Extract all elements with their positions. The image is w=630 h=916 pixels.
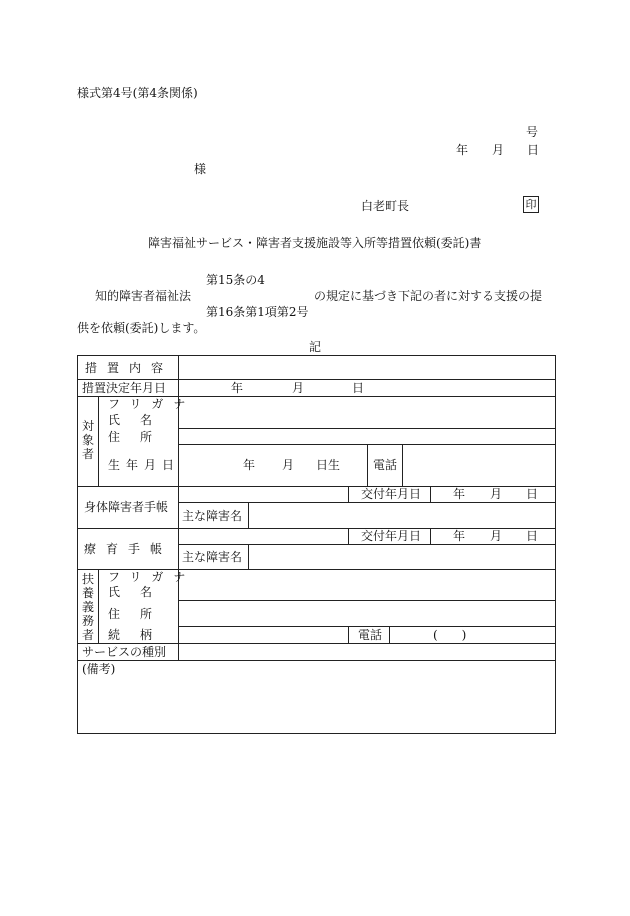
- physical-handbook-label: 身体障害者手帳: [84, 500, 169, 514]
- decision-month: 月: [292, 381, 305, 395]
- physical-grant-year: 年: [453, 487, 466, 501]
- ryoiku-main-disability-label: 主な障害名: [182, 550, 243, 564]
- supporter-address-label: 住所: [108, 607, 173, 621]
- subject-name-label: 氏名: [108, 413, 173, 427]
- body-line1: の規定に基づき下記の者に対する支援の提: [314, 289, 543, 303]
- decision-date-label: 措置決定年月日: [82, 381, 167, 395]
- addressee-suffix: 様: [194, 162, 207, 176]
- seal-mark: 印: [523, 196, 539, 213]
- supporter-furigana-label: フリガナ: [108, 570, 196, 584]
- measure-content-label: 措置内容: [85, 361, 174, 375]
- subject-address-label: 住所: [108, 430, 173, 444]
- relationship-label: 続柄: [108, 628, 173, 642]
- ryoiku-grant-day: 日: [526, 529, 539, 543]
- header-date-day: 日: [527, 143, 540, 157]
- decision-day: 日: [352, 381, 365, 395]
- document-number-label: 号: [526, 125, 539, 139]
- ryoiku-handbook-label: 療育手帳: [84, 542, 173, 556]
- law-name: 知的障害者福祉法: [95, 289, 192, 303]
- supporter-phone-parens: ( ): [433, 628, 467, 642]
- supporter-label: 扶養義務者: [81, 572, 94, 642]
- form-number: 様式第4号(第4条関係): [77, 86, 198, 100]
- body-line2: 供を依頼(委託)します。: [77, 321, 206, 335]
- form-table: [77, 355, 556, 734]
- decision-year: 年: [231, 381, 244, 395]
- birth-date-label: 生年月日: [108, 458, 181, 472]
- supporter-name-label: 氏名: [108, 585, 173, 599]
- issuer-name: 白老町長: [361, 199, 410, 213]
- physical-grant-day: 日: [526, 487, 539, 501]
- physical-grant-date-label: 交付年月日: [361, 487, 422, 501]
- supporter-phone-label: 電話: [358, 628, 383, 642]
- ryoiku-grant-year: 年: [453, 529, 466, 543]
- document-title: 障害福祉サービス・障害者支援施設等入所等措置依頼(委託)書: [148, 236, 482, 250]
- birth-day-suffix: 日生: [316, 458, 341, 472]
- article-2: 第16条第1項第2号: [206, 305, 309, 319]
- ki-heading: 記: [309, 340, 322, 354]
- birth-year: 年: [243, 458, 256, 472]
- article-1: 第15条の4: [206, 273, 265, 287]
- header-date-year: 年: [456, 143, 469, 157]
- remarks-label: (備考): [82, 662, 116, 676]
- ryoiku-grant-date-label: 交付年月日: [361, 529, 422, 543]
- header-date-month: 月: [492, 143, 505, 157]
- subject-furigana-label: フリガナ: [108, 397, 196, 411]
- ryoiku-grant-month: 月: [490, 529, 503, 543]
- physical-grant-month: 月: [490, 487, 503, 501]
- service-type-label: サービスの種別: [82, 645, 167, 659]
- subject-phone-label: 電話: [373, 458, 398, 472]
- subject-label: 対象者: [81, 419, 94, 461]
- birth-month: 月: [282, 458, 295, 472]
- physical-main-disability-label: 主な障害名: [182, 509, 243, 523]
